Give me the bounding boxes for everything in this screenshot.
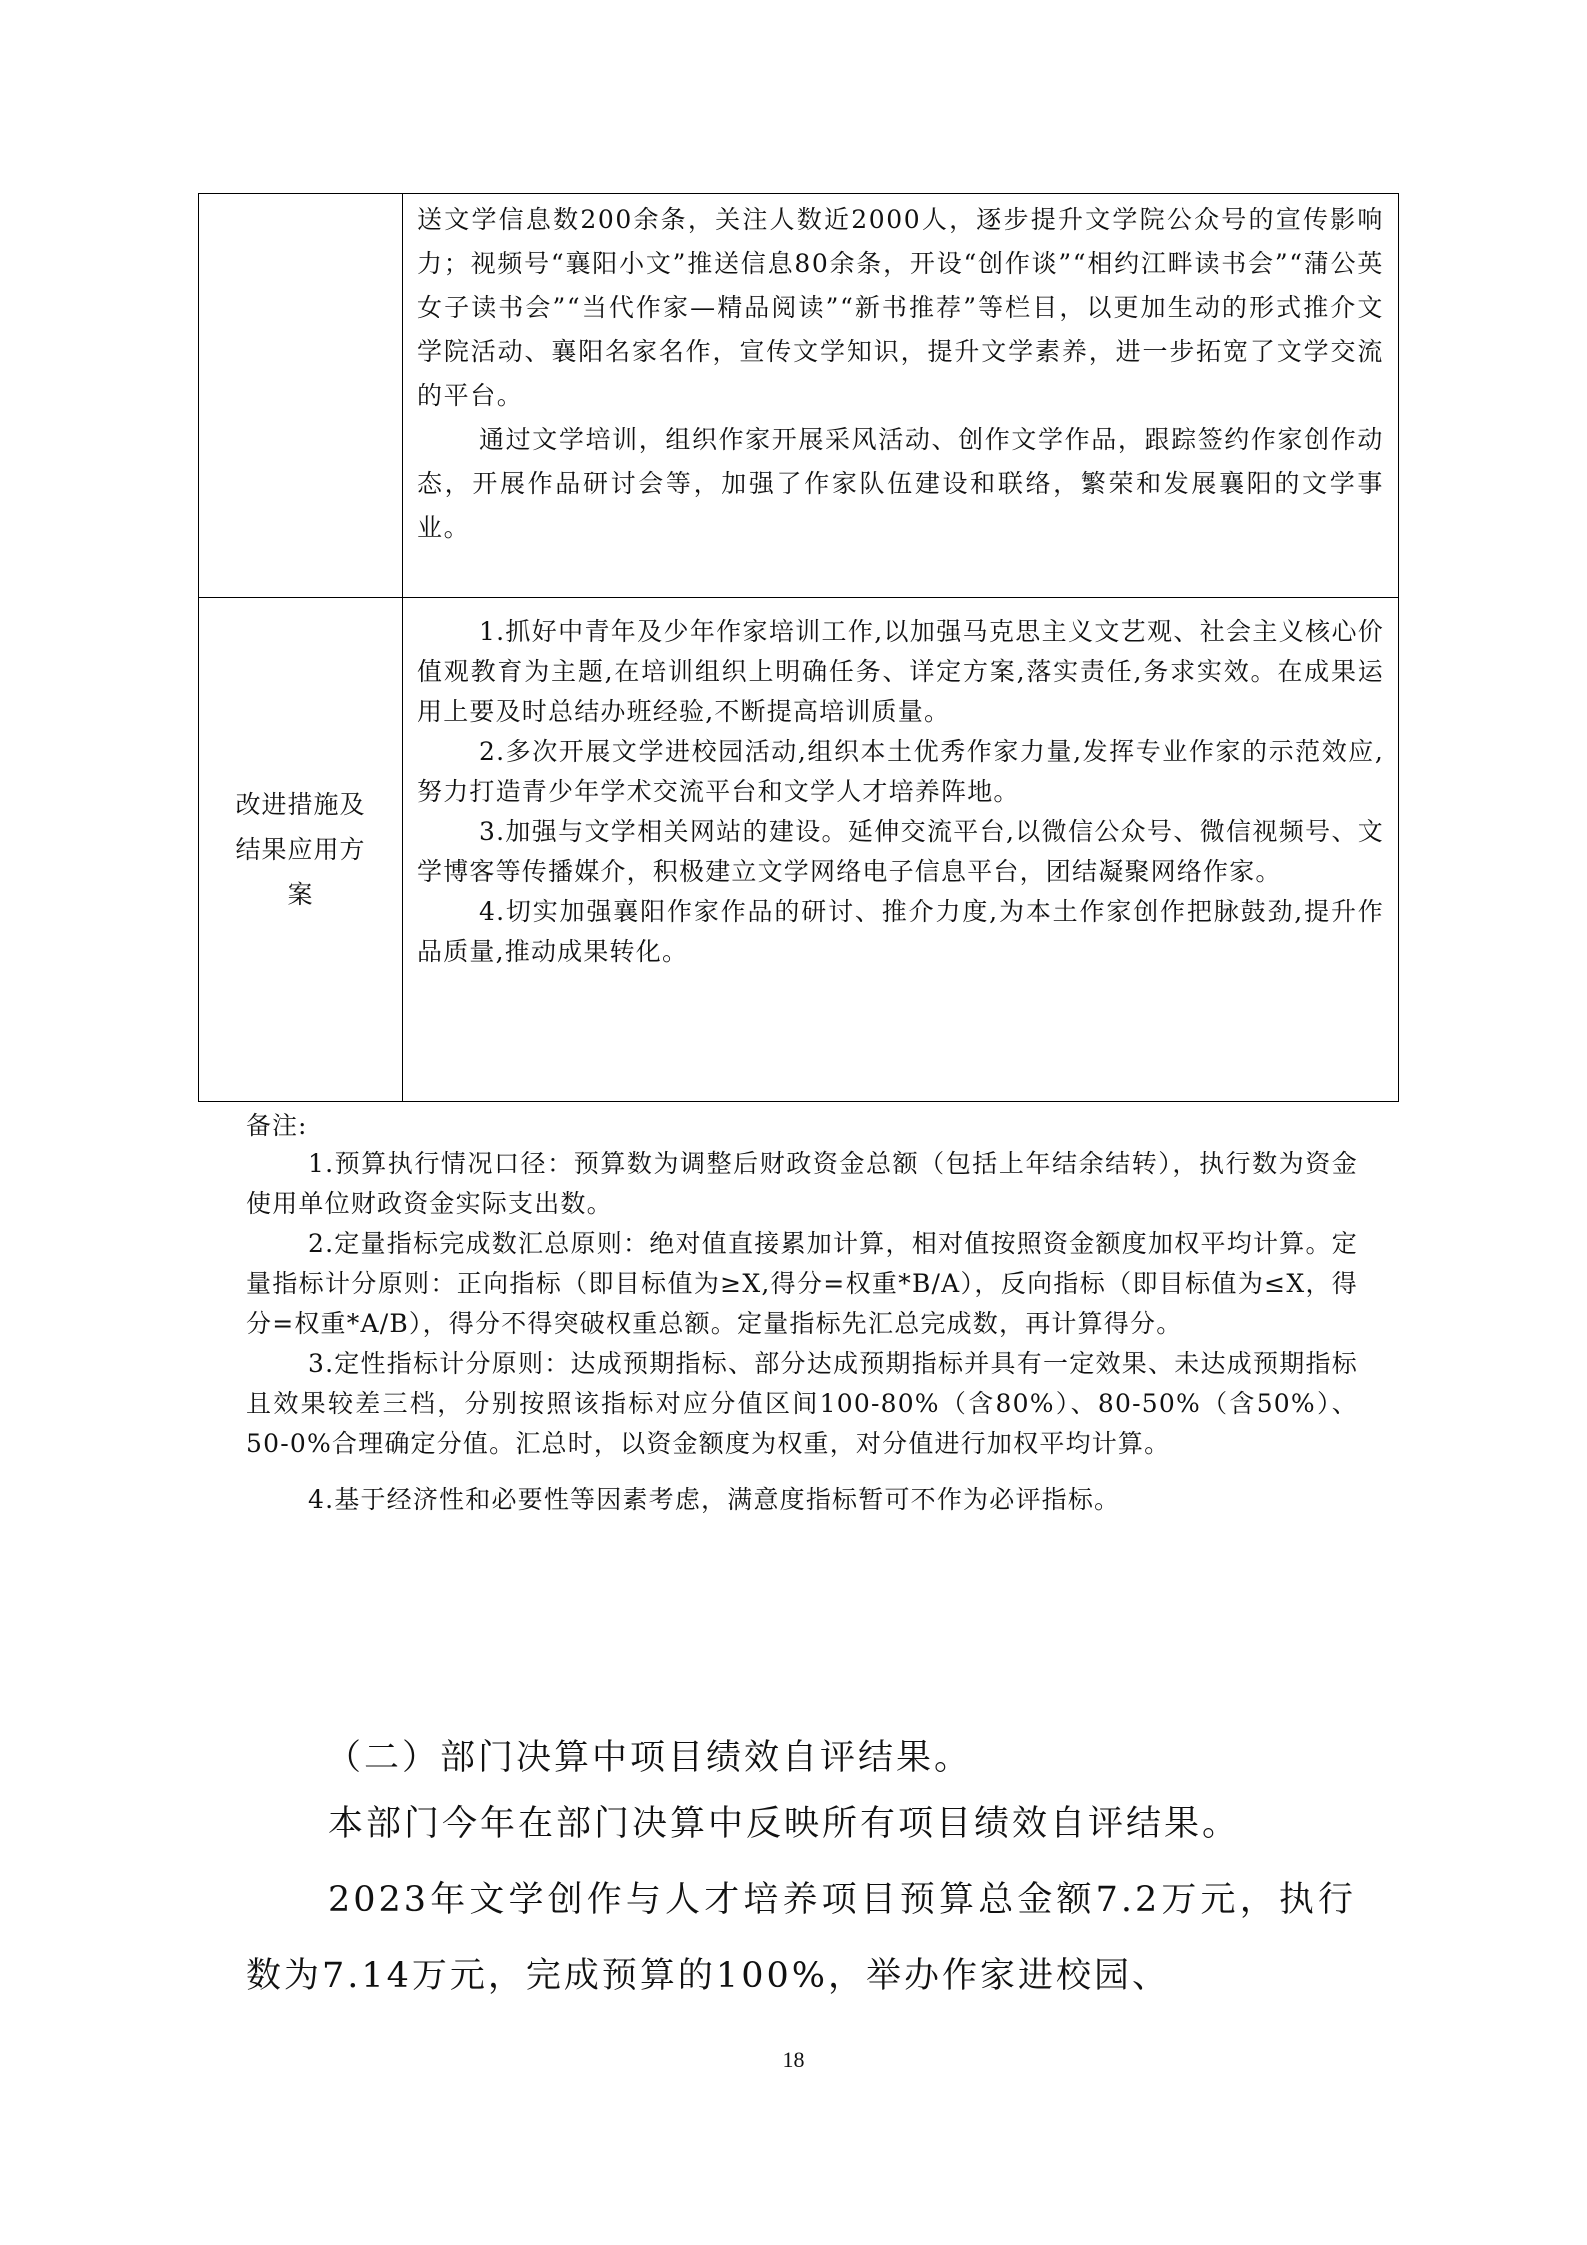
note-item: 4.基于经济性和必要性等因素考虑，满意度指标暂可不作为必评指标。 — [308, 1485, 1121, 1514]
note-item: 3.定性指标计分原则：达成预期指标、部分达成预期指标并具有一定效果、未达成预期指标且效果较差三档，分别按照该指标对应分值区间100-80%（含80%）、80-50%（含50%）、50-0%合理确定分值。汇总时，以资金额度为权重，对分值进行加权平均计算。 — [246, 1349, 1358, 1458]
note-item: 2.定量指标完成数汇总原则：绝对值直接累加计算，相对值按照资金额度加权平均计算。定量指标计分原则：正向指标（即目标值为≥X,得分=权重*B/A），反向指标（即目标值为≤X，得分=权重*A/B），得分不得突破权重总额。定量指标先汇总完成数，再计算得分。 — [246, 1229, 1358, 1338]
row-label: 改进措施及结果应用方案 — [235, 790, 366, 909]
row-content-cell — [403, 194, 1399, 598]
note-item: 1.预算执行情况口径：预算数为调整后财政资金总额（包括上年结余结转），执行数为资金使用单位财政资金实际支出数。 — [246, 1149, 1358, 1218]
cell-paragraph: 2.多次开展文学进校园活动,组织本土优秀作家力量,发挥专业作家的示范效应,努力打造青少年学术交流平台和文学人才培养阵地。 — [417, 737, 1384, 806]
cell-paragraph: 送文学信息数200余条，关注人数近2000人，逐步提升文学院公众号的宣传影响力；视频号“襄阳小文”推送信息80余条，开设“创作谈”“相约江畔读书会”“蒲公英女子读书会”“当代作家—精品阅读”“新书推荐”等栏目，以更加生动的形式推介文学院活动、襄阳名家名作，宣传文学知识，提升文学素养，进一步拓宽了文学交流的平台。 — [417, 205, 1384, 410]
cell-paragraph: 4.切实加强襄阳作家作品的研讨、推介力度,为本土作家创作把脉鼓劲,提升作品质量,推动成果转化。 — [417, 897, 1384, 966]
cell-paragraph: 3.加强与文学相关网站的建设。延伸交流平台,以微信公众号、微信视频号、文学博客等传播媒介，积极建立文学网络电子信息平台，团结凝聚网络作家。 — [417, 817, 1384, 886]
table-row — [199, 598, 1399, 1102]
cell-paragraph: 1.抓好中青年及少年作家培训工作,以加强马克思主义文艺观、社会主义核心价值观教育为主题,在培训组织上明确任务、详定方案,落实责任,务求实效。在成果运用上要及时总结办班经验,不断提高培训质量。 — [417, 617, 1384, 726]
row-label-cell — [199, 598, 403, 1102]
section-paragraph: 本部门今年在部门决算中反映所有项目绩效自评结果。 — [328, 1804, 1241, 1844]
cell-paragraph: 通过文学培训，组织作家开展采风活动、创作文学作品，跟踪签约作家创作动态，开展作品研讨会等，加强了作家队伍建设和联络，繁荣和发展襄阳的文学事业。 — [417, 425, 1384, 542]
section-heading: （二）部门决算中项目绩效自评结果。 — [326, 1738, 973, 1778]
notes-block — [246, 1108, 1358, 1520]
table-row — [199, 194, 1399, 598]
row-content-cell — [403, 598, 1399, 1102]
performance-table — [198, 193, 1399, 1102]
page-number: 18 — [782, 2047, 805, 2072]
notes-title: 备注: — [246, 1111, 308, 1140]
section-paragraph: 2023年文学创作与人才培养项目预算总金额7.2万元，执行数为7.14万元，完成预算的100%，举办作家进校园、 — [246, 1880, 1356, 1996]
section-body — [246, 1730, 1356, 2014]
row-label-cell — [199, 194, 403, 598]
